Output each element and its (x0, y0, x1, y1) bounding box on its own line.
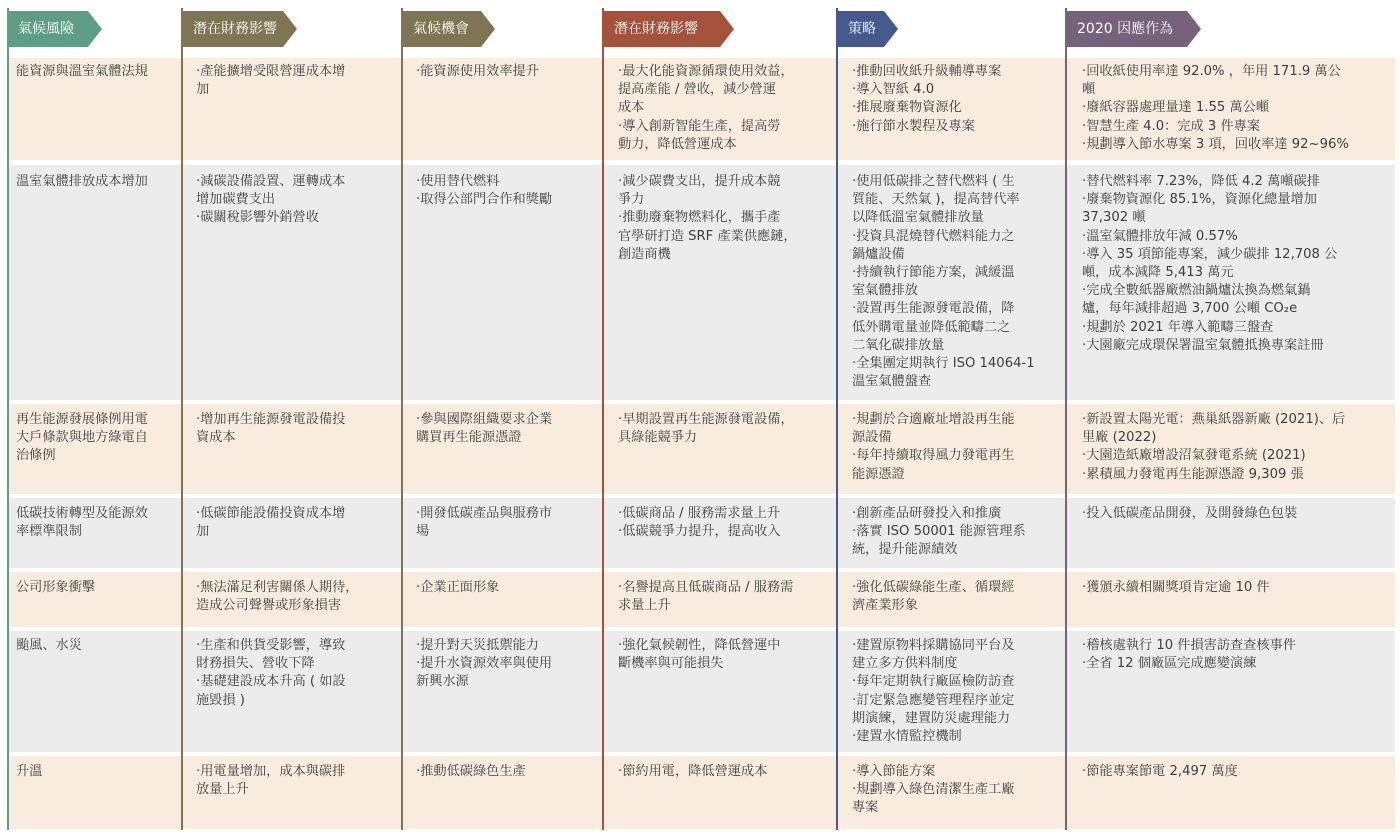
cell-line: 颱風、水災 (16, 638, 82, 653)
cell-line: 統，提升能源績效 (852, 542, 958, 558)
risk-financial-impact-cell (196, 411, 392, 447)
cell-line: ‧落實 ISO 50001 能源管理系 (852, 524, 1026, 540)
cell-line: 噸，成本減降 5,413 萬元 (1082, 265, 1234, 281)
header-2020-actions (1067, 11, 1187, 47)
cell-line: 公司形象衝擊 (16, 580, 96, 595)
cell-line: ‧早期設置再生能源發電設備， (618, 412, 794, 427)
header-strategy (838, 11, 884, 47)
action-cell (1082, 763, 1388, 781)
cell-line: ‧全集團定期執行 ISO 14064-1 (852, 356, 1035, 372)
cell-line: ‧低碳節能設備投資成本增 (196, 506, 346, 521)
risk-financial-impact-cell (196, 505, 392, 541)
cell-line: 低碳技術轉型及能源效 (16, 506, 148, 521)
opportunity-cell (416, 579, 600, 597)
strategy-cell (852, 579, 1058, 615)
cell-line: ‧訂定緊急應變管理程序並定 (852, 692, 1015, 708)
cell-line: ‧取得公部門合作和獎勵 (416, 192, 553, 208)
action-cell (1082, 63, 1388, 154)
cell-line: 率標準限制 (16, 524, 82, 540)
cell-line: 鍋爐設備 (852, 246, 905, 262)
cell-line: ‧名譽提高且低碳商品 / 服務需 (618, 580, 794, 595)
cell-line: ‧提升水資源效率與使用 (416, 656, 553, 672)
cell-line: 成本 (618, 100, 645, 116)
cell-line: ‧大園廠完成環保署溫室氣體抵換專案註冊 (1082, 337, 1324, 353)
risk-financial-impact-cell (196, 763, 392, 799)
cell-line: 能資源與溫室氣體法規 (16, 64, 148, 79)
opportunity-financial-impact-cell (618, 173, 830, 264)
cell-line: ‧規劃導入綠色清潔生產工廠 (852, 782, 1015, 798)
strategy-cell (852, 637, 1058, 746)
cell-line: 具綠能競爭力 (618, 430, 698, 446)
cell-line: ‧減碳設備設置、運轉成本 (196, 174, 346, 189)
opportunity-financial-impact-cell (618, 411, 830, 447)
cell-line: 37,302 噸 (1082, 210, 1146, 226)
cell-line: 濟產業形象 (852, 598, 918, 614)
cell-line: 財務損失、營收下降 (196, 656, 315, 672)
cell-line: ‧創新產品研發投入和推廣 (852, 506, 1002, 521)
header-label: 策略 (848, 21, 876, 37)
cell-line: ‧施行節水製程及專案 (852, 118, 975, 134)
cell-line: ‧每年定期執行廠區檢防訪查 (852, 674, 1015, 690)
header-financial-impact-risk (183, 11, 283, 47)
strategy-cell (852, 173, 1058, 391)
cell-line: ‧使用替代燃料 (416, 174, 500, 189)
action-cell (1082, 173, 1388, 355)
cell-line: ‧參與國際組織要求企業 (416, 412, 553, 427)
cell-line: ‧使用低碳排之替代燃料 ( 生 (852, 174, 1015, 189)
cell-line: 期演練，建置防災處理能力 (852, 710, 1011, 726)
cell-line: ‧導入智紙 4.0 (852, 82, 935, 98)
cell-line: 求量上升 (618, 598, 671, 614)
header-label: 2020 因應作為 (1077, 21, 1174, 37)
cell-line: ‧能資源使用效率提升 (416, 64, 539, 79)
cell-line: 大戶條款與地方綠電自 (16, 430, 148, 446)
opportunity-financial-impact-cell (618, 637, 830, 673)
cell-line: 動力，降低營運成本 (618, 136, 737, 152)
cell-line: 二氧化碳排放量 (852, 337, 945, 353)
cell-line: ‧投資具混燒替代燃料能力之 (852, 228, 1015, 244)
action-cell (1082, 411, 1388, 484)
cell-line: 加 (196, 82, 210, 98)
risk-cell (16, 505, 176, 541)
header-climate-risk (8, 11, 88, 47)
cell-line: 造成公司聲譽或形象損害 (196, 598, 342, 614)
cell-line: ‧替代燃料率 7.23%，降低 4.2 萬噸碳排 (1082, 174, 1320, 189)
cell-line: 溫室氣體排放成本增加 (16, 174, 148, 189)
cell-line: 場 (416, 524, 430, 540)
cell-line: 低外購電量並降低範疇二之 (852, 319, 1011, 335)
cell-line: 質能、天然氣 )，提高替代率 (852, 192, 1020, 208)
cell-line: ‧持續執行節能方案，減緩溫 (852, 265, 1015, 281)
cell-line: ‧智慧生產 4.0：完成 3 件專案 (1082, 118, 1261, 134)
cell-line: 加 (196, 524, 210, 540)
opportunity-cell (416, 637, 600, 692)
header-financial-impact-opportunity (604, 11, 720, 47)
cell-line: 再生能源發展條例用電 (16, 412, 148, 427)
cell-line: ‧回收紙使用率達 92.0% ，年用 171.9 萬公 (1082, 64, 1341, 79)
cell-line: ‧大園造紙廠增設沼氣發電系統 (2021) (1082, 448, 1306, 464)
column-divider (401, 8, 403, 830)
risk-cell (16, 579, 176, 597)
cell-line: ‧企業正面形象 (416, 580, 500, 595)
cell-line: ‧推動廢棄物燃料化，攜手產 (618, 210, 781, 226)
column-divider (602, 8, 604, 830)
cell-line: 提高產能 / 營收，減少營運 (618, 82, 776, 98)
cell-line: 新興水源 (416, 674, 469, 690)
cell-line: ‧完成全數紙器廠燃油鍋爐汰換為燃氣鍋 (1082, 283, 1311, 299)
opportunity-financial-impact-cell (618, 505, 830, 541)
risk-financial-impact-cell (196, 579, 392, 615)
cell-line: ‧導入節能方案 (852, 764, 936, 779)
header-climate-opportunity (403, 11, 481, 47)
cell-line: ‧規劃於 2021 年導入範疇三盤查 (1082, 319, 1274, 335)
cell-line: 源設備 (852, 430, 892, 446)
cell-line: ‧規劃導入節水專案 3 項，回收率達 92~96% (1082, 136, 1349, 152)
risk-financial-impact-cell (196, 63, 392, 99)
cell-line: 購買再生能源憑證 (416, 430, 522, 446)
cell-line: ‧節約用電，降低營運成本 (618, 764, 768, 779)
cell-line: 升溫 (16, 764, 43, 779)
opportunity-financial-impact-cell (618, 63, 830, 154)
action-cell (1082, 637, 1388, 673)
risk-cell (16, 173, 176, 191)
cell-line: 能源憑證 (852, 466, 905, 482)
cell-line: 創造商機 (618, 246, 671, 262)
cell-line: 增加碳費支出 (196, 192, 276, 208)
cell-line: 施毀損 ) (196, 692, 245, 708)
cell-line: ‧新設置太陽光電：燕巢紙器新廠 (2021)、后 (1082, 412, 1346, 427)
action-cell (1082, 579, 1388, 597)
opportunity-cell (416, 763, 600, 781)
cell-line: ‧低碳商品 / 服務需求量上升 (618, 506, 781, 521)
cell-line: ‧最大化能資源循環使用效益， (618, 64, 794, 79)
cell-line: ‧強化氣候韌性，降低營運中 (618, 638, 781, 653)
opportunity-financial-impact-cell (618, 763, 830, 781)
cell-line: ‧增加再生能源發電設備投 (196, 412, 346, 427)
cell-line: 治條例 (16, 448, 56, 464)
cell-line: ‧開發低碳產品與服務市 (416, 506, 553, 521)
column-divider (836, 8, 838, 830)
cell-line: 放量上升 (196, 782, 249, 798)
strategy-cell (852, 763, 1058, 818)
opportunity-financial-impact-cell (618, 579, 830, 615)
cell-line: ‧推展廢棄物資源化 (852, 100, 962, 116)
risk-financial-impact-cell (196, 173, 392, 228)
cell-line: ‧用電量增加，成本與碳排 (196, 764, 346, 779)
opportunity-cell (416, 411, 600, 447)
risk-cell (16, 63, 176, 81)
cell-line: ‧碳關稅影響外銷營收 (196, 210, 319, 226)
cell-line: ‧規劃於合適廠址增設再生能 (852, 412, 1015, 427)
cell-line: 里廠 (2022) (1082, 430, 1157, 446)
cell-line: ‧廢紙容器處理量達 1.55 萬公噸 (1082, 100, 1270, 116)
cell-line: ‧每年持續取得風力發電再生 (852, 448, 1015, 464)
header-label: 潛在財務影響 (193, 21, 277, 37)
risk-cell (16, 411, 176, 466)
cell-line: ‧導入 35 項節能專案，減少碳排 12,708 公 (1082, 246, 1338, 262)
cell-line: ‧溫室氣體排放年減 0.57% (1082, 228, 1238, 244)
opportunity-cell (416, 505, 600, 541)
cell-line: ‧全省 12 個廠區完成應變演練 (1082, 656, 1257, 672)
header-label: 氣候風險 (18, 21, 74, 37)
cell-line: 資成本 (196, 430, 236, 446)
cell-line: ‧基礎建設成本升高 ( 如設 (196, 674, 346, 690)
opportunity-cell (416, 173, 600, 209)
cell-line: 溫室氣體盤查 (852, 374, 932, 390)
cell-line: ‧生產和供貨受影響，導致 (196, 638, 346, 653)
opportunity-cell (416, 63, 600, 81)
cell-line: ‧投入低碳產品開發，及開發綠色包裝 (1082, 506, 1298, 521)
header-label: 潛在財務影響 (614, 21, 698, 37)
cell-line: ‧稽核處執行 10 件損害訪查查核事件 (1082, 638, 1296, 653)
cell-line: ‧累積風力發電再生能源憑證 9,309 張 (1082, 466, 1304, 482)
header-label: 氣候機會 (413, 21, 469, 37)
cell-line: ‧導入創新智能生產，提高勞 (618, 118, 781, 134)
column-divider (7, 8, 9, 830)
cell-line: 專案 (852, 800, 879, 816)
cell-line: ‧建置原物料採購協同平台及 (852, 638, 1015, 653)
action-cell (1082, 505, 1388, 523)
cell-line: ‧獲頒永續相關獎項肯定逾 10 件 (1082, 580, 1270, 595)
cell-line: ‧產能擴增受限營運成本增 (196, 64, 346, 79)
cell-line: ‧推動回收紙升級輔導專案 (852, 64, 1002, 79)
cell-line: ‧減少碳費支出，提升成本競 (618, 174, 781, 189)
cell-line: 以降低溫室氣體排放量 (852, 210, 984, 226)
risk-financial-impact-cell (196, 637, 392, 710)
strategy-cell (852, 411, 1058, 484)
risk-cell (16, 637, 176, 655)
strategy-cell (852, 505, 1058, 560)
cell-line: ‧提升對天災抵禦能力 (416, 638, 539, 653)
cell-line: 官學研打造 SRF 產業供應鏈， (618, 228, 797, 244)
cell-line: 建立多方供料制度 (852, 656, 958, 672)
cell-line: 爐，每年減排超過 3,700 公噸 CO₂e (1082, 301, 1298, 317)
cell-line: ‧節能專案節電 2,497 萬度 (1082, 764, 1238, 779)
cell-line: 室氣體排放 (852, 283, 918, 299)
strategy-cell (852, 63, 1058, 136)
cell-line: 爭力 (618, 192, 645, 208)
cell-line: 斷機率與可能損失 (618, 656, 724, 672)
cell-line: ‧廢棄物資源化 85.1%，資源化總量增加 (1082, 192, 1317, 208)
cell-line: ‧低碳競爭力提升，提高收入 (618, 524, 781, 540)
cell-line: ‧建置水情監控機制 (852, 729, 962, 745)
cell-line: ‧強化低碳綠能生產、循環經 (852, 580, 1015, 595)
cell-line: 噸 (1082, 82, 1096, 98)
column-divider (181, 8, 183, 830)
cell-line: ‧推動低碳綠色生產 (416, 764, 526, 779)
risk-cell (16, 763, 176, 781)
cell-line: ‧無法滿足利害關係人期待， (196, 580, 359, 595)
cell-line: ‧設置再生能源發電設備，降 (852, 301, 1015, 317)
column-divider (1065, 8, 1067, 830)
